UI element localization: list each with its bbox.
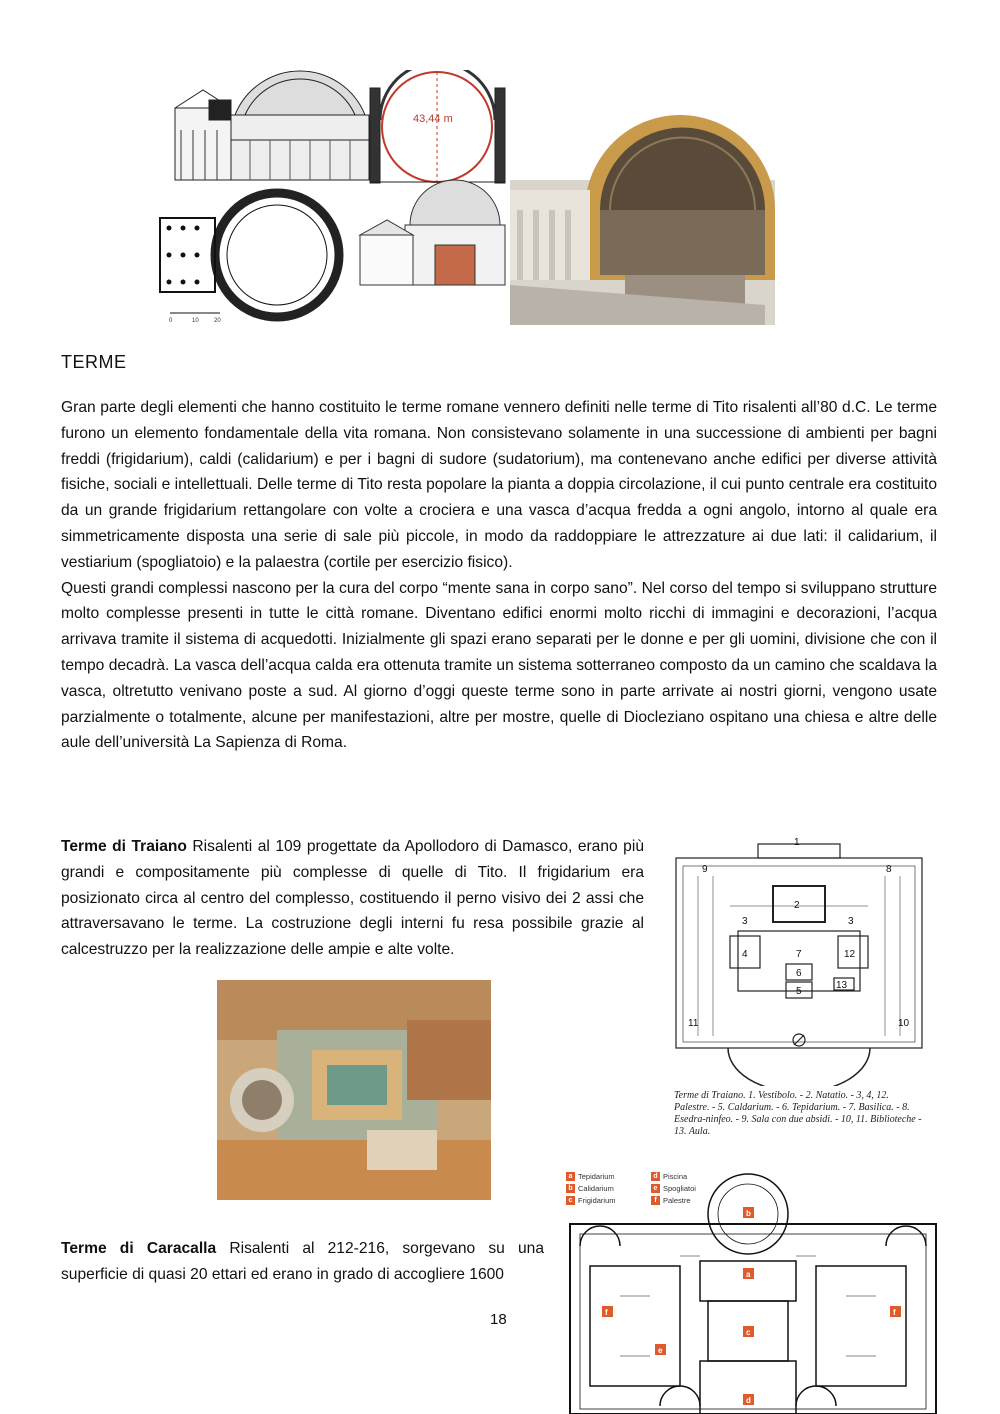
legend-item: d Piscina [651,1170,736,1182]
legend-item: b Calidarium [566,1182,651,1194]
pantheon-figures [155,70,775,325]
main-text [61,395,937,756]
caracalla-text: Risalenti al 212-216, sorgevano su una superficie di quasi 20 ettari ed erano in grado di accogliere 1600 [61,1240,544,1283]
legend-item: f Palestre [651,1194,736,1206]
caracalla-plan-figure [560,1166,942,1414]
traiano-plan-num: 13 [836,980,848,991]
traiano-plan-num: 11 [688,1018,699,1029]
caracalla-mark: d [746,1396,751,1405]
paragraph-2: Questi grandi complessi nascono per la cura del corpo “mente sana in corpo sano”. Nel corso del tempo si sviluppano strutture molto complesse presenti in tutte le città romane. Diventano edifici enormi molto ricchi di immagini e decorazioni, l’acqua arrivava tramite il sistema di acquedotti. Inizialmente gli spazi erano separati per le donne e per gli uomini, divisione che con il tempo decadrà. La vasca dell’acqua calda era ottenuta tramite un sistema sotterraneo composto da un camino che scaldava la vasca, oltretutto venivano poste a sud. Al giorno d’oggi queste terme sono in parte arrivate ai nostri giorni, vengono usate parzialmente o totalmente, alcune per manifestazioni, altre per mostre, quelle di Diocleziano ospitano una chiesa e altre delle aule dell’università La Sapienza di Roma. [61,579,937,752]
caracalla-mark: e [658,1346,663,1355]
legend-swatch: f [651,1196,660,1205]
traiano-plan-figure [668,836,930,1137]
legend-item: a Tepidarium [566,1170,651,1182]
caracalla-mark: f [605,1308,608,1317]
traiano-plan [668,836,930,1086]
legend-swatch: e [651,1184,660,1193]
page-number: 18 [490,1311,507,1328]
traiano-plan-caption: Terme di Traiano. 1. Vestibolo. - 2. Natatio. - 3, 4, 12. Palestre. - 5. Caldarium. - 6. Tepidarium. - 7. Basilica. - 8. Esedra-ninfeo. - 9. Sala con due absidi. - 10, 11. Biblioteche - 13. Aula. [674,1090,922,1137]
traiano-title: Terme di Traiano [61,838,187,855]
caracalla-paragraph [61,1236,544,1288]
pantheon-drawings [155,70,775,325]
traiano-paragraph [61,834,644,963]
legend-swatch: d [651,1172,660,1181]
traiano-plan-num: 6 [796,968,802,979]
caracalla-title: Terme di Caracalla [61,1240,217,1257]
pantheon-cutaway-small [360,180,505,285]
traiano-plan-num: 8 [886,864,892,875]
traiano-plan-num: 3 [742,916,748,927]
traiano-plan-num: 7 [796,949,802,960]
pantheon-plan [160,193,339,317]
traiano-text: Risalenti al 109 progettate da Apollodoro di Damasco, erano più grandi e compositamente più complesse di quelle di Tito. Il frigidarium era posizionato circa al centro del complesso, costituendo il perno visivo dei 2 assi che attraversavano le terme. La costruzione degli interni fu resa possibile grazie al calcestruzzo per la realizzazione delle ampie e alte volte. [61,838,644,959]
section-heading: TERME [61,352,127,372]
traiano-plan-num: 4 [742,949,748,960]
traiano-model-photo [217,980,491,1200]
traiano-plan-num: 1 [794,837,800,848]
pantheon-scale-20: 20 [214,318,221,324]
traiano-model-image [217,980,491,1200]
pantheon-section [370,70,505,183]
traiano-plan-num: 12 [844,949,856,960]
traiano-plan-num: 5 [796,986,802,997]
legend-swatch: b [566,1184,575,1193]
paragraph-1: Gran parte degli elementi che hanno costituito le terme romane vennero definiti nelle terme di Tito risalenti all’80 d.C. Le terme furono un elemento fondamentale della vita romana. Non consistevano solamente in una successione di ambienti per bagni freddi (frigidarium), caldi (calidarium) e per i bagni di sudore (sudatorium), ma contenevano anche edifici per diverse attività fisiche, sociali e intellettuali. Delle terme di Tito resta popolare la pianta a doppia circolazione, il cui punto centrale era costituito da un grande frigidarium rettangolare con volte a crociera e una vasca d’acqua fredda a ogni angolo, intorno al quale era simmetricamente disposta una serie di sale più piccole, in modo da raddoppiare le attrezzature ai due lati: il calidarium, il vestiarium (spogliatoio) e la palaestra (cortile per esercizio fisico). [61,399,937,571]
legend-item: c Frigidarium [566,1194,651,1206]
traiano-plan-num: 3 [848,916,854,927]
caracalla-mark: f [893,1308,896,1317]
traiano-plan-num: 2 [794,900,800,911]
pantheon-dimension-label: 43,44 m [413,113,453,125]
caracalla-mark: c [746,1328,751,1337]
pantheon-scale-10: 10 [192,318,199,324]
caracalla-mark: a [746,1270,751,1279]
pantheon-elevation [175,71,369,180]
traiano-plan-num: 9 [702,864,708,875]
legend-swatch: c [566,1196,575,1205]
traiano-plan-num: 10 [898,1018,910,1029]
caracalla-plan [560,1166,942,1414]
caracalla-mark: b [746,1209,751,1218]
legend-item: e Spogliatoi [651,1182,736,1194]
pantheon-scale-0: 0 [169,318,173,324]
legend-swatch: a [566,1172,575,1181]
pantheon-cutaway-large [510,115,775,325]
